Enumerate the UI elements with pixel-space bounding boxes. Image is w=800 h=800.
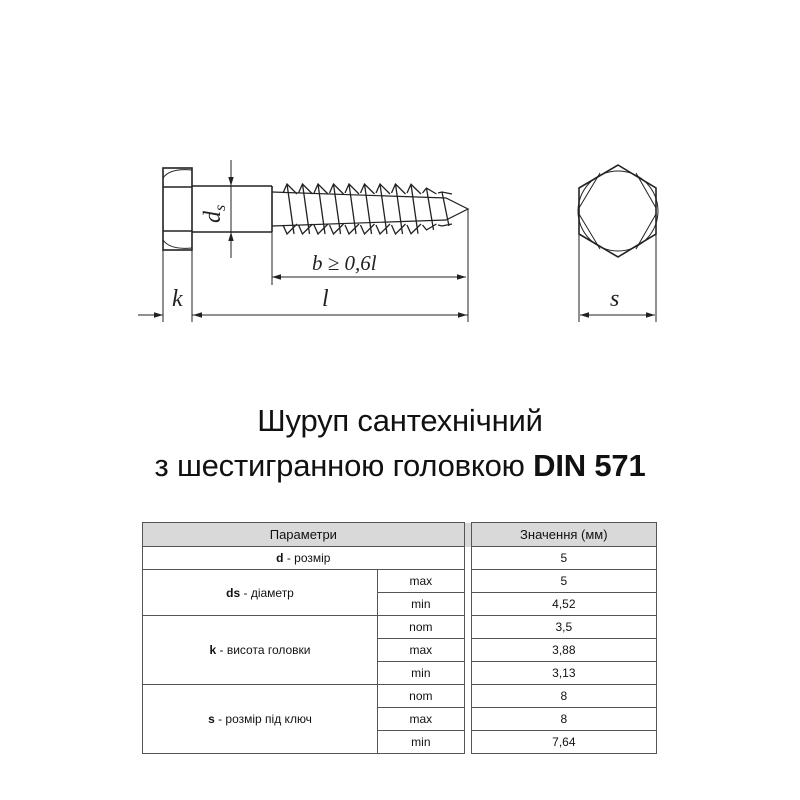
param-name-cell — [143, 547, 465, 570]
k-label: k — [172, 286, 183, 312]
thread-tooth — [407, 184, 421, 234]
thread-tooth — [314, 184, 328, 234]
thread-tooth — [376, 184, 390, 234]
value-type-cell: min — [378, 731, 465, 754]
table-row — [143, 616, 657, 639]
header-values: Значення (мм) — [471, 523, 656, 547]
thread-tooth — [361, 184, 375, 234]
param-name-cell — [143, 685, 378, 754]
value-cell: 3,13 — [471, 662, 656, 685]
param-name-cell — [143, 616, 378, 685]
product-title-line1: Шуруп сантехнічний — [257, 403, 543, 438]
value-type-cell: max — [378, 708, 465, 731]
standard-code: DIN 571 — [533, 448, 646, 483]
hex-head-end-view — [578, 165, 658, 257]
value-type-cell: min — [378, 662, 465, 685]
value-cell: 4,52 — [471, 593, 656, 616]
value-type-cell: max — [378, 639, 465, 662]
thread-tooth — [438, 192, 452, 226]
thread-tooth — [392, 184, 406, 234]
param-symbol: ds — [226, 585, 241, 600]
value-cell: 5 — [471, 547, 656, 570]
value-type-cell: min — [378, 593, 465, 616]
param-symbol: d — [276, 551, 284, 565]
param-description: - діаметр — [240, 585, 294, 600]
value-cell: 5 — [471, 570, 656, 593]
param-symbol: s — [208, 712, 215, 726]
value-cell: 8 — [471, 685, 656, 708]
value-type-cell: nom — [378, 616, 465, 639]
value-cell: 3,5 — [471, 616, 656, 639]
l-label: l — [322, 286, 329, 312]
param-description: - висота головки — [216, 643, 311, 657]
value-type-cell: nom — [378, 685, 465, 708]
product-title-line2: з шестигранною головкою DIN 571 — [154, 448, 646, 483]
param-description: - розмір під ключ — [214, 712, 312, 726]
s-label: s — [610, 286, 620, 312]
param-symbol: k — [209, 643, 217, 657]
header-params: Параметри — [143, 523, 465, 547]
thread-tooth — [283, 184, 297, 234]
value-cell: 8 — [471, 708, 656, 731]
value-cell: 7,64 — [471, 731, 656, 754]
thread-tooth — [299, 184, 313, 234]
table-row — [143, 685, 657, 708]
screw-side-view — [163, 168, 468, 250]
param-name-cell — [143, 570, 378, 616]
value-cell: 3,88 — [471, 639, 656, 662]
ds-label: $d_s$ — [200, 204, 229, 223]
b-label: b ≥ 0,6l — [312, 251, 377, 275]
thread-tooth — [345, 184, 359, 234]
value-type-cell: max — [378, 570, 465, 593]
table-row — [143, 547, 657, 570]
param-description: - розмір — [283, 551, 331, 565]
thread-tooth — [423, 188, 437, 230]
specification-table — [142, 522, 657, 754]
table-row — [143, 570, 657, 593]
thread-tooth — [330, 184, 344, 234]
